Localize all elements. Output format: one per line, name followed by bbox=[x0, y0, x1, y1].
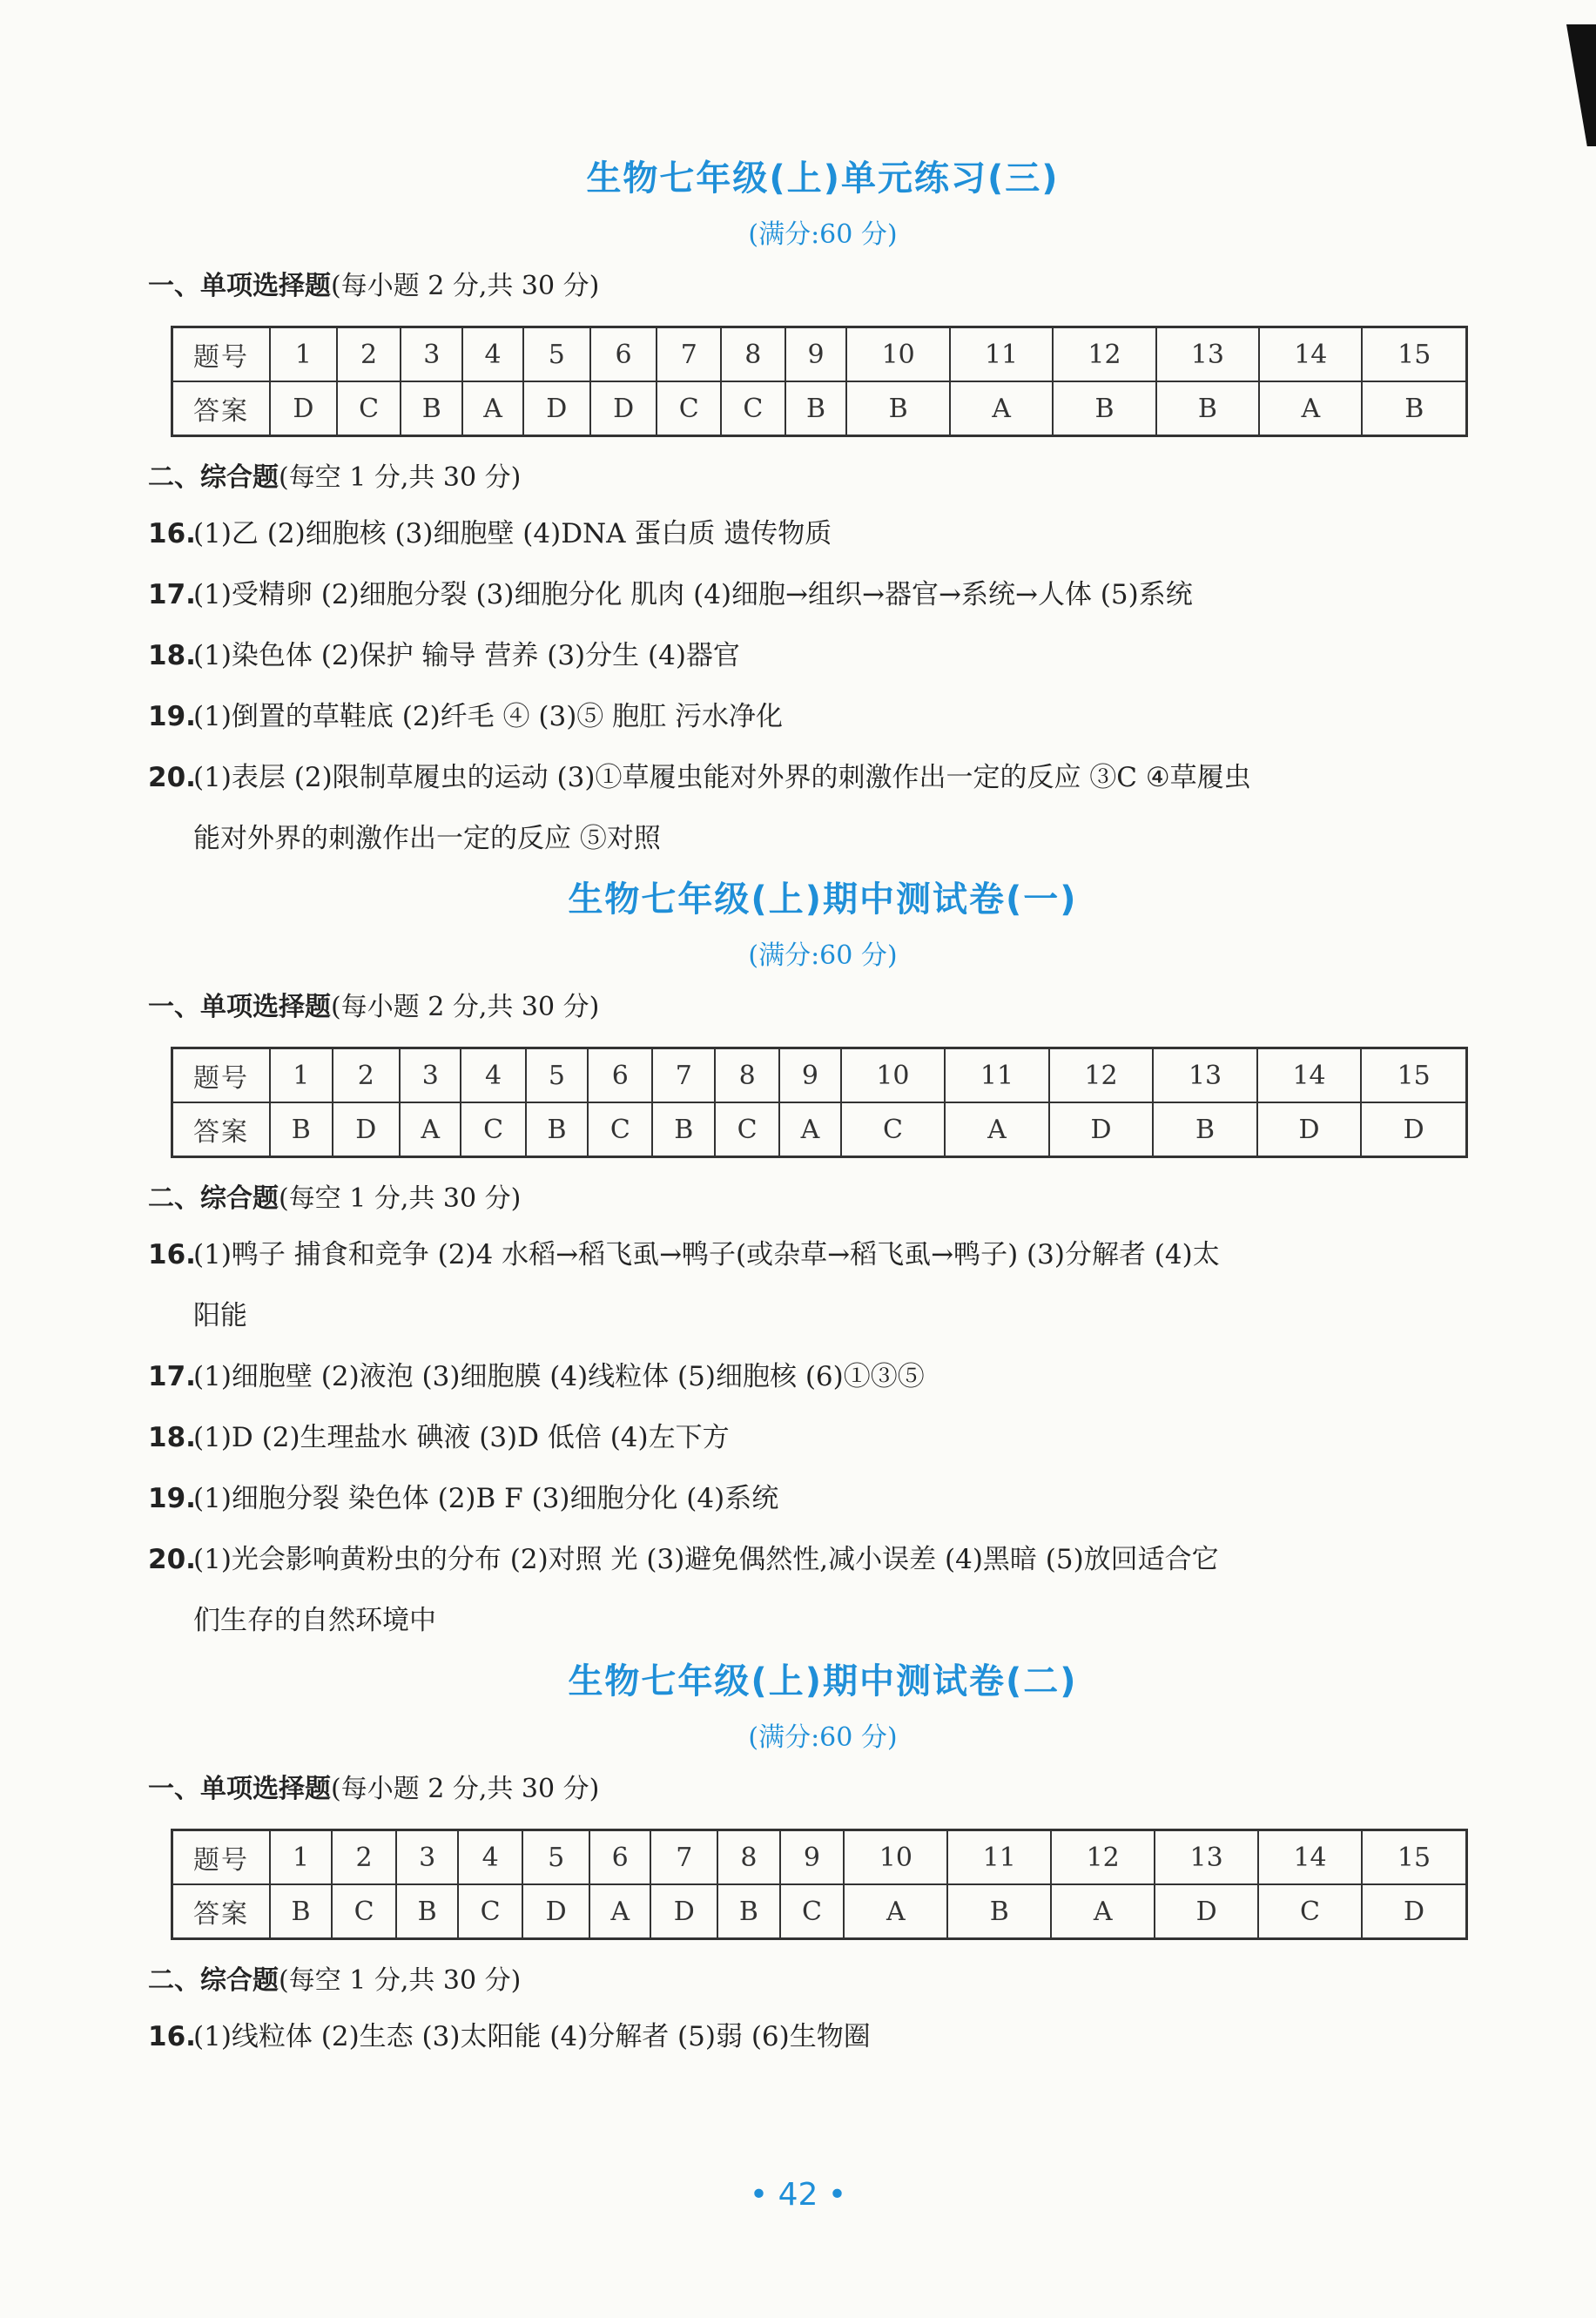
question-number-cell: 8 bbox=[715, 1048, 779, 1103]
question-number-cell: 9 bbox=[785, 327, 847, 382]
question-number-cell: 3 bbox=[396, 1830, 458, 1885]
answer-cell: A bbox=[844, 1884, 947, 1939]
question-text-continued: 能对外界的刺激作出一定的反应 ⑤对照 bbox=[193, 823, 661, 854]
question-number-cell: 8 bbox=[717, 1830, 779, 1885]
table-row bbox=[172, 1830, 1467, 1885]
question-number-cell: 9 bbox=[779, 1048, 840, 1103]
answer-cell: A bbox=[589, 1884, 650, 1939]
part-two-label: 二、综合题 bbox=[148, 462, 279, 493]
answer-cell: D bbox=[1257, 1102, 1362, 1157]
question-number-cell: 15 bbox=[1362, 1830, 1467, 1885]
question-number-cell: 6 bbox=[588, 1048, 652, 1103]
question-number-cell: 8 bbox=[721, 327, 785, 382]
question-number: 16. bbox=[148, 518, 196, 549]
answer-cell: B bbox=[652, 1102, 715, 1157]
answer-cell: D bbox=[650, 1884, 717, 1939]
answer-cell: B bbox=[1156, 381, 1259, 436]
question-number-cell: 4 bbox=[461, 1048, 525, 1103]
part-two-note: (每空 1 分,共 30 分) bbox=[279, 1965, 522, 1996]
question-number-cell: 10 bbox=[841, 1048, 946, 1103]
answer-cell: C bbox=[1258, 1884, 1362, 1939]
question-number-cell: 1 bbox=[270, 327, 337, 382]
answer-cell: C bbox=[588, 1102, 652, 1157]
question-number-cell: 13 bbox=[1156, 327, 1259, 382]
answer-cell: B bbox=[1362, 381, 1466, 436]
part-two-note: (每空 1 分,共 30 分) bbox=[279, 1183, 522, 1214]
answer-cell: B bbox=[785, 381, 847, 436]
answer-cell: B bbox=[526, 1102, 589, 1157]
section-score: (满分:60 分) bbox=[748, 1722, 898, 1753]
answer-cell: D bbox=[522, 1884, 589, 1939]
question-number-cell: 4 bbox=[462, 327, 523, 382]
question-text: (1)染色体 (2)保护 输导 营养 (3)分生 (4)器官 bbox=[193, 640, 740, 671]
question-number-cell: 6 bbox=[590, 327, 657, 382]
question-number-cell: 5 bbox=[526, 1048, 589, 1103]
question-number-cell: 10 bbox=[846, 327, 949, 382]
question-number: 19. bbox=[148, 701, 196, 732]
answer-cell: B bbox=[717, 1884, 779, 1939]
answer-cell: D bbox=[1362, 1884, 1467, 1939]
answer-cell: A bbox=[950, 381, 1053, 436]
table-row bbox=[172, 327, 1467, 382]
answer-cell: D bbox=[1361, 1102, 1466, 1157]
answer-cell: B bbox=[396, 1884, 458, 1939]
question-number-cell: 9 bbox=[780, 1830, 845, 1885]
part-one-label: 一、单项选择题 bbox=[148, 1774, 331, 1804]
question-number-cell: 5 bbox=[522, 1830, 589, 1885]
part-two-note: (每空 1 分,共 30 分) bbox=[279, 462, 522, 493]
section-score: (满分:60 分) bbox=[748, 219, 898, 250]
answer-table bbox=[171, 326, 1468, 437]
question-answer bbox=[148, 2006, 1498, 2067]
answer-cell: B bbox=[947, 1884, 1051, 1939]
answer-cell: B bbox=[270, 1884, 332, 1939]
table-header-cell: 题号 bbox=[172, 327, 271, 382]
question-number: 17. bbox=[148, 1361, 196, 1392]
question-text: (1)光会影响黄粉虫的分布 (2)对照 光 (3)避免偶然性,减小误差 (4)黑暗 (5)放回适合它 bbox=[193, 1544, 1219, 1575]
answer-cell: A bbox=[1051, 1884, 1155, 1939]
answer-cell: C bbox=[332, 1884, 396, 1939]
section-score: (满分:60 分) bbox=[748, 940, 898, 971]
answer-cell: C bbox=[780, 1884, 845, 1939]
question-number-cell: 12 bbox=[1053, 327, 1155, 382]
answer-section bbox=[148, 1651, 1498, 2067]
question-text: (1)细胞分裂 染色体 (2)B F (3)细胞分化 (4)系统 bbox=[193, 1483, 779, 1514]
question-answer bbox=[148, 1529, 1498, 1651]
question-number-cell: 3 bbox=[401, 327, 462, 382]
question-text: (1)细胞壁 (2)液泡 (3)细胞膜 (4)线粒体 (5)细胞核 (6)①③⑤ bbox=[193, 1361, 925, 1392]
question-number-cell: 1 bbox=[270, 1830, 332, 1885]
answer-cell: C bbox=[337, 381, 401, 436]
answer-cell: D bbox=[270, 381, 337, 436]
part-one-note: (每小题 2 分,共 30 分) bbox=[331, 1774, 600, 1804]
answer-cell: C bbox=[657, 381, 721, 436]
question-number-cell: 11 bbox=[947, 1830, 1051, 1885]
part-two-label: 二、综合题 bbox=[148, 1965, 279, 1996]
question-number-cell: 4 bbox=[458, 1830, 522, 1885]
table-header-cell: 答案 bbox=[172, 381, 271, 436]
question-text: (1)受精卵 (2)细胞分裂 (3)细胞分化 肌肉 (4)细胞→组织→器官→系统→人体 (5)系统 bbox=[193, 579, 1193, 610]
question-number-cell: 12 bbox=[1051, 1830, 1155, 1885]
answer-cell: C bbox=[715, 1102, 779, 1157]
question-number: 20. bbox=[148, 1544, 196, 1575]
answer-cell: A bbox=[1259, 381, 1362, 436]
question-text: (1)鸭子 捕食和竞争 (2)4 水稻→稻飞虱→鸭子(或杂草→稻飞虱→鸭子) (3)分解者 (4)太 bbox=[193, 1239, 1220, 1270]
table-header-cell: 答案 bbox=[172, 1884, 271, 1939]
section-title: 生物七年级(上)期中测试卷(二) bbox=[568, 1661, 1078, 1701]
answer-cell: B bbox=[1153, 1102, 1257, 1157]
part-one-heading bbox=[148, 982, 1498, 1033]
question-number-cell: 7 bbox=[657, 327, 721, 382]
question-number-cell: 14 bbox=[1258, 1830, 1362, 1885]
question-answer bbox=[148, 686, 1498, 747]
question-number-cell: 2 bbox=[337, 327, 401, 382]
question-number-cell: 14 bbox=[1257, 1048, 1362, 1103]
answer-cell: C bbox=[458, 1884, 522, 1939]
question-number-cell: 15 bbox=[1362, 327, 1466, 382]
question-number-cell: 6 bbox=[589, 1830, 650, 1885]
table-header-cell: 答案 bbox=[172, 1102, 271, 1157]
table-row bbox=[172, 1884, 1467, 1939]
answer-cell: B bbox=[846, 381, 949, 436]
question-number: 16. bbox=[148, 1239, 196, 1270]
part-one-heading bbox=[148, 1764, 1498, 1815]
section-title: 生物七年级(上)期中测试卷(一) bbox=[568, 879, 1078, 920]
part-one-note: (每小题 2 分,共 30 分) bbox=[331, 992, 600, 1022]
part-one-label: 一、单项选择题 bbox=[148, 271, 331, 301]
question-number-cell: 10 bbox=[844, 1830, 947, 1885]
answer-table bbox=[171, 1047, 1468, 1158]
question-number-cell: 13 bbox=[1155, 1830, 1258, 1885]
answer-cell: D bbox=[1155, 1884, 1258, 1939]
answer-cell: D bbox=[1049, 1102, 1154, 1157]
answer-cell: A bbox=[779, 1102, 840, 1157]
answer-section bbox=[148, 148, 1498, 869]
table-header-cell: 题号 bbox=[172, 1830, 271, 1885]
answer-cell: D bbox=[590, 381, 657, 436]
question-text: (1)D (2)生理盐水 碘液 (3)D 低倍 (4)左下方 bbox=[193, 1422, 730, 1453]
question-number-cell: 11 bbox=[950, 327, 1053, 382]
question-number: 20. bbox=[148, 762, 196, 793]
part-two-heading bbox=[148, 1174, 1498, 1224]
question-number-cell: 12 bbox=[1049, 1048, 1154, 1103]
table-row bbox=[172, 1102, 1467, 1157]
question-number-cell: 14 bbox=[1259, 327, 1362, 382]
question-text: (1)表层 (2)限制草履虫的运动 (3)①草履虫能对外界的刺激作出一定的反应 ③C ④草履虫 bbox=[193, 762, 1251, 793]
question-text: (1)乙 (2)细胞核 (3)细胞壁 (4)DNA 蛋白质 遗传物质 bbox=[193, 518, 832, 549]
page-number: • 42 • bbox=[749, 2177, 847, 2213]
question-answer bbox=[148, 1407, 1498, 1468]
answer-cell: A bbox=[462, 381, 523, 436]
answer-cell: B bbox=[401, 381, 462, 436]
question-number: 17. bbox=[148, 579, 196, 610]
table-row bbox=[172, 1048, 1467, 1103]
answer-cell: C bbox=[841, 1102, 946, 1157]
answer-key-page bbox=[148, 148, 1498, 2067]
question-number: 18. bbox=[148, 1422, 196, 1453]
question-text-continued: 阳能 bbox=[193, 1300, 247, 1331]
question-number-cell: 11 bbox=[945, 1048, 1049, 1103]
part-one-heading bbox=[148, 261, 1498, 312]
question-answer bbox=[148, 564, 1498, 625]
question-answer bbox=[148, 1346, 1498, 1407]
table-row bbox=[172, 381, 1467, 436]
question-text-continued: 们生存的自然环境中 bbox=[193, 1605, 436, 1636]
question-number-cell: 7 bbox=[652, 1048, 715, 1103]
scan-edge-mark bbox=[1566, 24, 1596, 146]
part-two-heading bbox=[148, 1956, 1498, 2006]
question-answer bbox=[148, 625, 1498, 686]
answer-cell: B bbox=[1053, 381, 1155, 436]
question-number-cell: 5 bbox=[523, 327, 590, 382]
question-answer bbox=[148, 503, 1498, 564]
answer-cell: D bbox=[333, 1102, 401, 1157]
question-text: (1)倒置的草鞋底 (2)纤毛 ④ (3)⑤ 胞肛 污水净化 bbox=[193, 701, 784, 732]
part-two-heading bbox=[148, 453, 1498, 503]
part-one-label: 一、单项选择题 bbox=[148, 992, 331, 1022]
answer-cell: C bbox=[461, 1102, 525, 1157]
part-one-note: (每小题 2 分,共 30 分) bbox=[331, 271, 600, 301]
answer-cell: B bbox=[270, 1102, 333, 1157]
answer-section bbox=[148, 869, 1498, 1651]
answer-cell: A bbox=[945, 1102, 1049, 1157]
question-number: 16. bbox=[148, 2021, 196, 2052]
question-number: 18. bbox=[148, 640, 196, 671]
table-header-cell: 题号 bbox=[172, 1048, 271, 1103]
answer-cell: C bbox=[721, 381, 785, 436]
question-number-cell: 13 bbox=[1153, 1048, 1257, 1103]
question-number: 19. bbox=[148, 1483, 196, 1514]
part-two-label: 二、综合题 bbox=[148, 1183, 279, 1214]
question-answer bbox=[148, 1468, 1498, 1529]
section-title: 生物七年级(上)单元练习(三) bbox=[586, 158, 1060, 199]
question-text: (1)线粒体 (2)生态 (3)太阳能 (4)分解者 (5)弱 (6)生物圈 bbox=[193, 2021, 871, 2052]
answer-table bbox=[171, 1829, 1468, 1940]
question-number-cell: 2 bbox=[333, 1048, 401, 1103]
question-number-cell: 2 bbox=[332, 1830, 396, 1885]
answer-cell: A bbox=[400, 1102, 461, 1157]
question-answer bbox=[148, 747, 1498, 869]
question-number-cell: 3 bbox=[400, 1048, 461, 1103]
answer-cell: D bbox=[523, 381, 590, 436]
question-number-cell: 7 bbox=[650, 1830, 717, 1885]
question-answer bbox=[148, 1224, 1498, 1346]
question-number-cell: 15 bbox=[1361, 1048, 1466, 1103]
question-number-cell: 1 bbox=[270, 1048, 333, 1103]
